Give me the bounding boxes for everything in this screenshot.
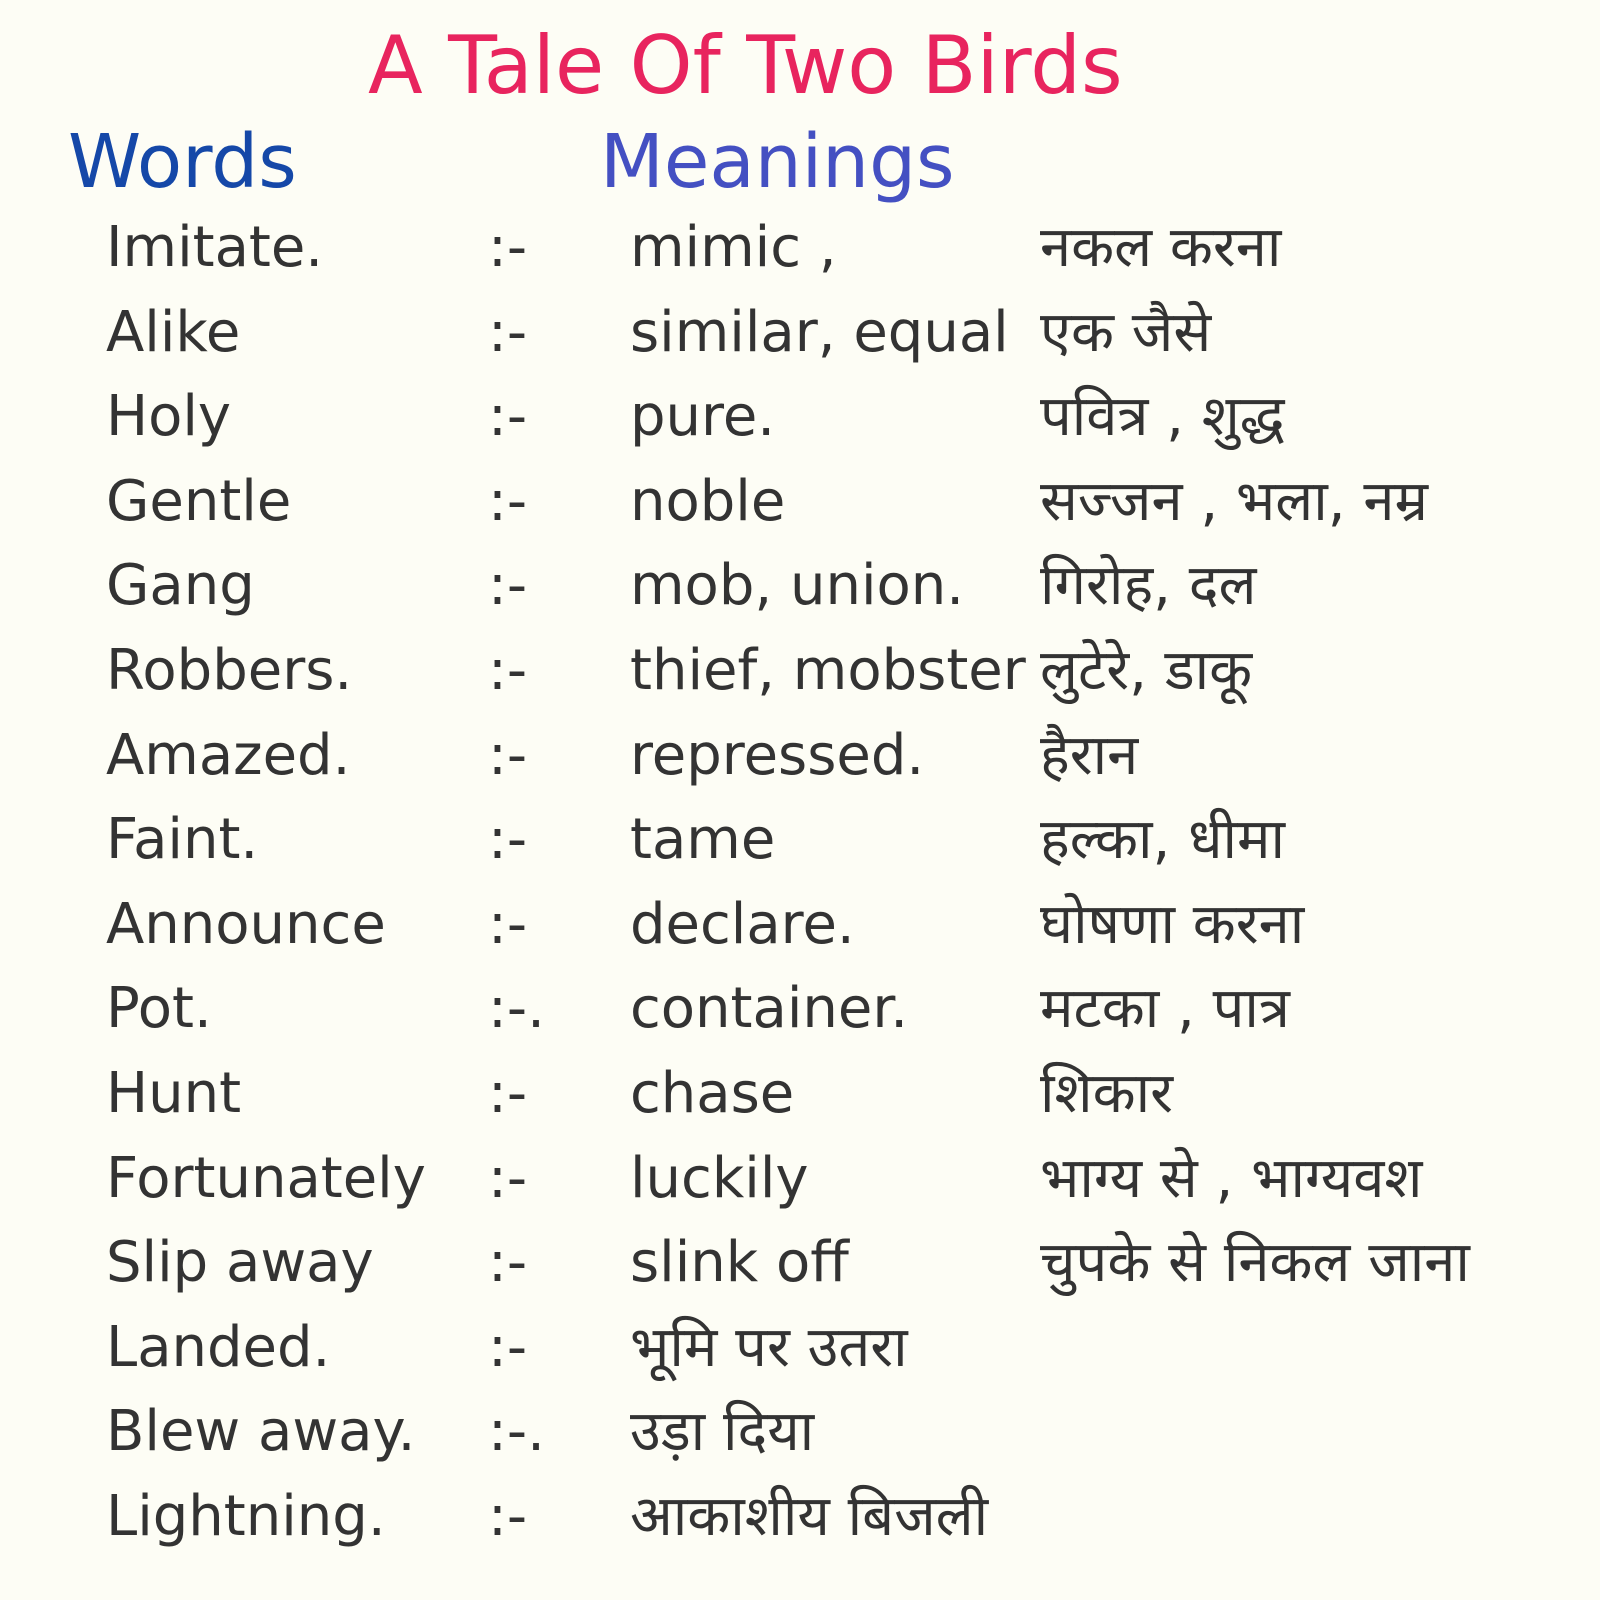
vocab-word: Gentle [106, 468, 292, 534]
separator: :-. [488, 1399, 545, 1465]
english-meaning: tame [630, 807, 776, 873]
vocab-word: Alike [106, 299, 241, 365]
english-meaning: pure. [630, 384, 776, 450]
separator: :- [488, 1230, 528, 1296]
vocab-word: Hunt [106, 1060, 242, 1126]
separator: :- [488, 1060, 528, 1126]
separator: :- [488, 722, 528, 788]
separator: :- [488, 299, 528, 365]
english-meaning: declare. [630, 891, 855, 957]
english-meaning: repressed. [630, 722, 925, 788]
english-meaning: भूमि पर उतरा [630, 1314, 908, 1380]
vocab-row [0, 462, 1600, 547]
hindi-meaning: हैरान [1040, 722, 1139, 788]
separator: :- [488, 553, 528, 619]
vocab-word: Slip away [106, 1230, 374, 1296]
vocab-word: Pot. [106, 976, 212, 1042]
hindi-meaning: चुपके से निकल जाना [1040, 1230, 1470, 1296]
english-meaning: slink off [630, 1230, 849, 1296]
english-meaning: similar, equal [630, 299, 1009, 365]
vocab-row [0, 546, 1600, 631]
english-meaning: आकाशीय बिजली [630, 1483, 989, 1549]
hindi-meaning: घोषणा करना [1040, 891, 1305, 957]
english-meaning: container. [630, 976, 909, 1042]
hindi-meaning: नकल करना [1040, 215, 1282, 280]
vocab-word: Faint. [106, 807, 259, 873]
vocab-word: Announce [106, 891, 386, 957]
vocab-row [0, 885, 1600, 970]
hindi-meaning: शिकार [1040, 1060, 1173, 1126]
vocab-row [0, 1308, 1600, 1393]
words-column-header: Words [68, 119, 297, 205]
english-meaning: mimic , [630, 215, 837, 280]
separator: :- [488, 1145, 528, 1211]
vocab-row [0, 1139, 1600, 1224]
vocab-row [0, 1477, 1600, 1562]
english-meaning: luckily [630, 1145, 809, 1211]
vocab-word: Holy [106, 384, 232, 450]
separator: :- [488, 215, 528, 280]
separator: :- [488, 891, 528, 957]
hindi-meaning: लुटेरे, डाकू [1040, 637, 1253, 703]
hindi-meaning: सज्जन , भला, नम्र [1040, 468, 1428, 534]
hindi-meaning: पवित्र , शुद्ध [1040, 384, 1285, 450]
vocab-row [0, 1392, 1600, 1477]
english-meaning: उड़ा दिया [630, 1399, 815, 1465]
english-meaning: thief, mobster [630, 637, 1026, 703]
separator: :- [488, 1314, 528, 1380]
vocab-word: Landed. [106, 1314, 331, 1380]
hindi-meaning: गिरोह, दल [1040, 553, 1257, 619]
vocab-word: Gang [106, 553, 255, 619]
vocab-row [0, 293, 1600, 378]
vocab-word: Robbers. [106, 637, 353, 703]
vocab-row [0, 1054, 1600, 1139]
separator: :- [488, 1483, 528, 1549]
vocab-word: Amazed. [106, 722, 351, 788]
hindi-meaning: हल्का, धीमा [1040, 807, 1286, 873]
hindi-meaning: मटका , पात्र [1040, 976, 1290, 1042]
vocab-row [0, 716, 1600, 801]
meanings-column-header: Meanings [600, 119, 955, 205]
english-meaning: mob, union. [630, 553, 965, 619]
page-title: A Tale Of Two Birds [368, 19, 1123, 112]
separator: :- [488, 637, 528, 703]
vocabulary-list [0, 208, 1600, 1562]
vocab-row [0, 208, 1600, 293]
vocab-word: Imitate. [106, 215, 324, 280]
hindi-meaning: एक जैसे [1040, 299, 1212, 365]
vocab-row [0, 631, 1600, 716]
separator: :- [488, 384, 528, 450]
english-meaning: noble [630, 468, 786, 534]
vocab-word: Lightning. [106, 1483, 386, 1549]
separator: :- [488, 807, 528, 873]
vocab-word: Fortunately [106, 1145, 426, 1211]
vocab-row [0, 969, 1600, 1054]
vocab-row [0, 377, 1600, 462]
vocab-word: Blew away. [106, 1399, 416, 1465]
separator: :- [488, 468, 528, 534]
separator: :-. [488, 976, 545, 1042]
vocab-row [0, 800, 1600, 885]
hindi-meaning: भाग्य से , भाग्यवश [1040, 1145, 1423, 1211]
english-meaning: chase [630, 1060, 795, 1126]
vocab-row [0, 1223, 1600, 1308]
